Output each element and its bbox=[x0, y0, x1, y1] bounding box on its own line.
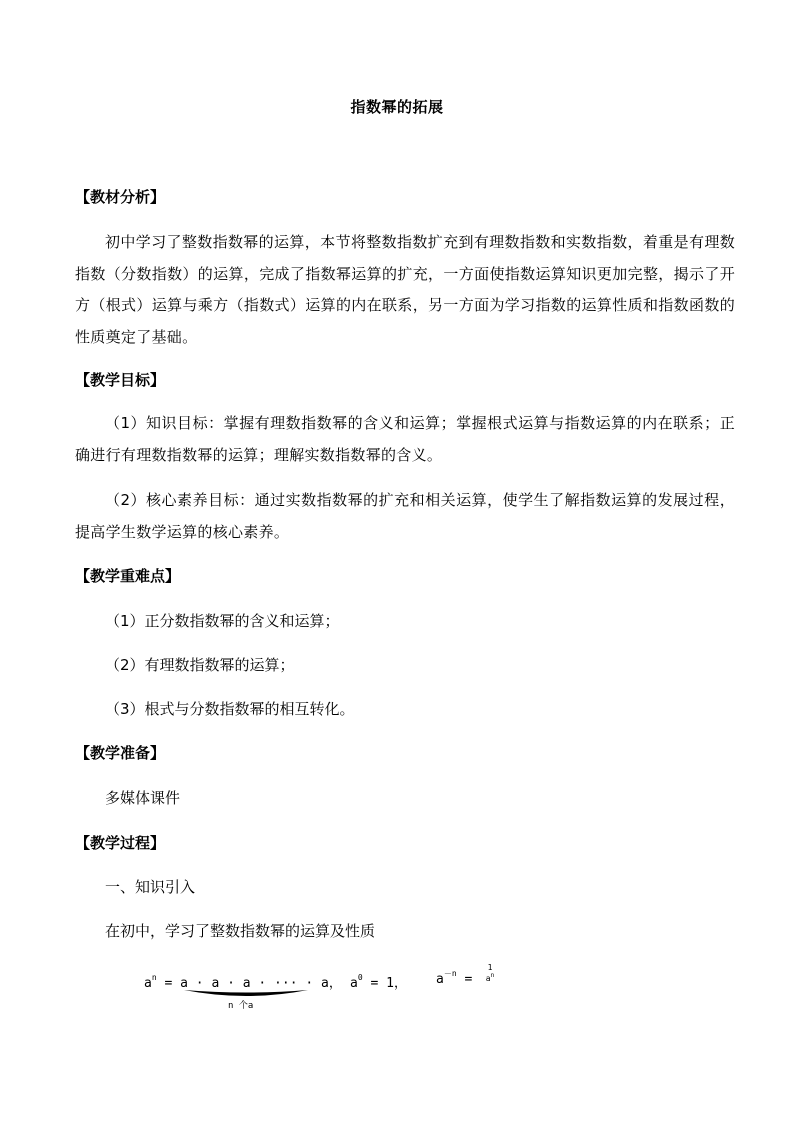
page-title: 指数幂的拓展 bbox=[350, 98, 444, 116]
formula-zero-exponent bbox=[350, 972, 407, 991]
key-point-item: （3）根式与分数指数幂的相互转化。 bbox=[105, 700, 355, 718]
formula-base: a bbox=[485, 974, 491, 983]
paragraph-analysis: 初中学习了整数指数幂的运算，本节将整数指数扩充到有理数指数和实数指数，着重是有理数指数（分数指数）的运算，完成了指数幂运算的扩充，一方面使指数运算知识更加完整，揭示了开方（根式）运算与乘方（指数式）运算的内在联系，另一方面为学习指数的运算性质和指数函数的性质奠定了基础。 bbox=[75, 233, 735, 346]
formula-exponent: －n bbox=[443, 969, 457, 978]
formula-negative-exponent bbox=[436, 969, 473, 987]
preparation-content: 多媒体课件 bbox=[105, 789, 181, 807]
formula-fraction bbox=[480, 962, 500, 985]
heading-analysis: 【教材分析】 bbox=[75, 188, 166, 206]
formula-rhs: = 1， bbox=[370, 976, 407, 991]
goal-item-2: （2）核心素养目标：通过实数指数幂的扩充和相关运算，使学生了解指数运算的发展过程，提高学生数学运算的核心素养。 bbox=[75, 491, 735, 541]
process-intro: 在初中，学习了整数指数幂的运算及性质 bbox=[105, 922, 376, 940]
key-point-item: （1）正分数指数幂的含义和运算； bbox=[105, 612, 340, 630]
formula-equals: = bbox=[464, 972, 473, 987]
heading-preparation: 【教学准备】 bbox=[75, 744, 166, 762]
formula-exponent: n bbox=[490, 972, 495, 979]
exponent-formulas bbox=[140, 963, 540, 1016]
formula-exponent: n bbox=[151, 973, 157, 982]
formula-exponent: 0 bbox=[357, 973, 363, 982]
key-point-item: （2）有理数指数幂的运算； bbox=[105, 656, 295, 674]
heading-key-points: 【教学重难点】 bbox=[75, 567, 181, 585]
formula-base: a bbox=[350, 976, 358, 991]
process-step-1: 一、知识引入 bbox=[105, 878, 196, 896]
goal-item-1: （1）知识目标：掌握有理数指数幂的含义和运算；掌握根式运算与指数运算的内在联系；正确进行有理数指数幂的运算；理解实数指数幂的含义。 bbox=[75, 414, 735, 464]
fraction-denominator bbox=[480, 973, 500, 985]
heading-goals: 【教学目标】 bbox=[75, 371, 166, 389]
formula-base: a bbox=[144, 976, 152, 991]
heading-process: 【教学过程】 bbox=[75, 834, 166, 852]
underbrace-label: n 个a bbox=[228, 1001, 254, 1011]
formula-product: = a · a · a · ··· · a， bbox=[164, 976, 342, 991]
fraction-numerator: 1 bbox=[487, 963, 493, 972]
formula-base: a bbox=[436, 972, 444, 987]
